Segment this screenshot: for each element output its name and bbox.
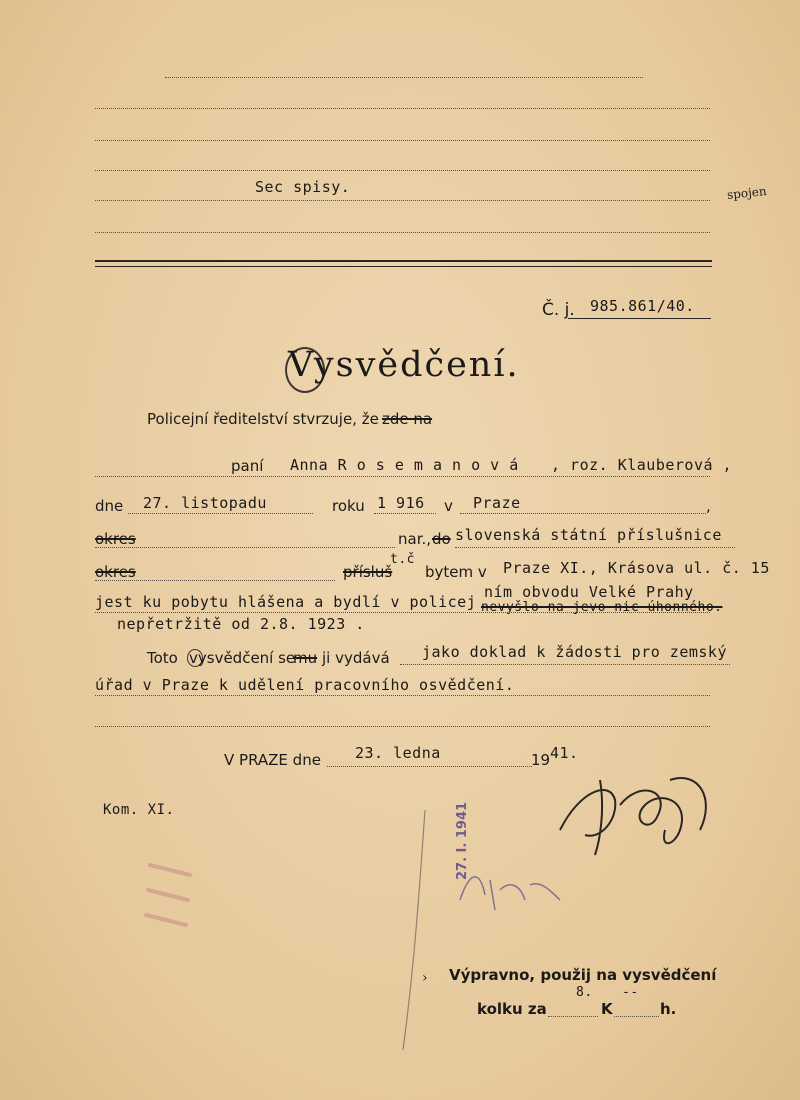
reference-label: Č. j.: [542, 300, 575, 320]
pencil-scrawl: [440, 840, 580, 960]
person-name: Anna R o s e m a n o v á: [290, 456, 519, 474]
district-struck-2: okres: [95, 563, 136, 581]
district-struck-1: okres: [95, 530, 136, 548]
prislus-struck: přísluš: [343, 563, 393, 581]
footer-chevron: ›: [422, 970, 428, 986]
footer-h-label: h.: [660, 1000, 677, 1018]
issue-line: [400, 664, 730, 665]
header-line-1: [165, 77, 643, 78]
issue-prefix: Toto: [147, 649, 178, 667]
footer-line2-prefix: kolku za: [477, 1000, 547, 1018]
dateline-year-suffix: 41.: [550, 744, 579, 762]
header-line-4: [95, 170, 710, 171]
citizenship: slovenská státní příslušnice: [455, 526, 722, 544]
citizenship-line: [455, 547, 735, 548]
place-label: v: [444, 497, 453, 515]
reference-number: 985.861/40.: [590, 297, 695, 315]
line-registered: jest ku pobytu hlášena a bydlí v policej: [95, 593, 477, 611]
nar-struck: do: [432, 530, 451, 548]
footer-line1: Výpravno, použij na vysvědčení: [449, 966, 717, 984]
dateline-date: 23. ledna: [355, 744, 441, 762]
nar-label: nar.,: [398, 530, 432, 548]
line-struck: nevyšlo na jevo nic úhonného.: [481, 600, 723, 615]
issue-word: vysvědčení se: [189, 649, 296, 667]
footer-amount-h: --: [622, 985, 639, 1000]
place-line: [460, 513, 706, 514]
place-comma: ,: [706, 497, 711, 515]
footer-h-line: [614, 1016, 659, 1017]
double-rule-top: [95, 260, 712, 262]
header-line-6: [95, 232, 710, 233]
faded-red-stamp: [140, 855, 200, 945]
side-note: spojen: [726, 183, 768, 203]
issue-purpose: jako doklad k žádosti pro zemský: [422, 643, 727, 661]
reference-line: [568, 318, 711, 319]
issue-struck: mu: [293, 649, 318, 667]
district-line-2: [95, 580, 335, 581]
footer-k-label: K: [601, 1000, 613, 1018]
person-prefix: paní: [231, 457, 264, 475]
issue-suffix: ji vydává: [322, 649, 390, 667]
sec-spisy-label: Sec spisy.: [255, 178, 351, 196]
place-value: Praze: [473, 494, 521, 512]
birth-name: , roz. Klauberová ,: [551, 456, 733, 474]
footer-amount-k: 8.: [576, 985, 593, 1000]
person-line: [95, 476, 710, 477]
dateline-year-prefix: 19: [531, 751, 551, 769]
dateline-place: V PRAZE dne: [224, 751, 321, 769]
document-title: Vysvědčení.: [288, 345, 520, 385]
day-line: [128, 513, 313, 514]
year-line: [374, 513, 436, 514]
district-line-1: [95, 547, 395, 548]
issue-purpose-2: úřad v Praze k udělení pracovního osvědčení.: [95, 676, 515, 694]
dateline-line: [327, 766, 532, 767]
blank-line: [95, 726, 710, 727]
header-line-5: [95, 200, 710, 201]
year-label: roku: [332, 497, 365, 515]
residence-value: Praze XI., Krásova ul. č. 15: [503, 559, 770, 577]
tc-note: t.č: [390, 552, 415, 567]
footer-k-line: [548, 1016, 598, 1017]
continuously: nepřetržitě od 2.8. 1923 .: [117, 615, 365, 633]
line-district: ním obvodu Velké Prahy: [484, 583, 694, 601]
header-line-2: [95, 108, 710, 109]
day-label: dne: [95, 497, 124, 515]
year-value: 1 916: [377, 494, 425, 512]
registered-line: [95, 612, 710, 613]
commissariat: Kom. XI.: [103, 802, 175, 818]
intro-struck: zde na: [382, 410, 433, 428]
intro-text: Policejní ředitelství stvrzuje, že: [147, 410, 379, 428]
pencil-vertical-line: [395, 800, 435, 1060]
issue-line-2: [95, 695, 710, 696]
date-stamp: 27. I. 1941: [455, 801, 470, 880]
header-line-3: [95, 140, 710, 141]
day-value: 27. listopadu: [143, 494, 267, 512]
double-rule-bottom: [95, 266, 712, 267]
residence-label: bytem v: [425, 563, 487, 581]
